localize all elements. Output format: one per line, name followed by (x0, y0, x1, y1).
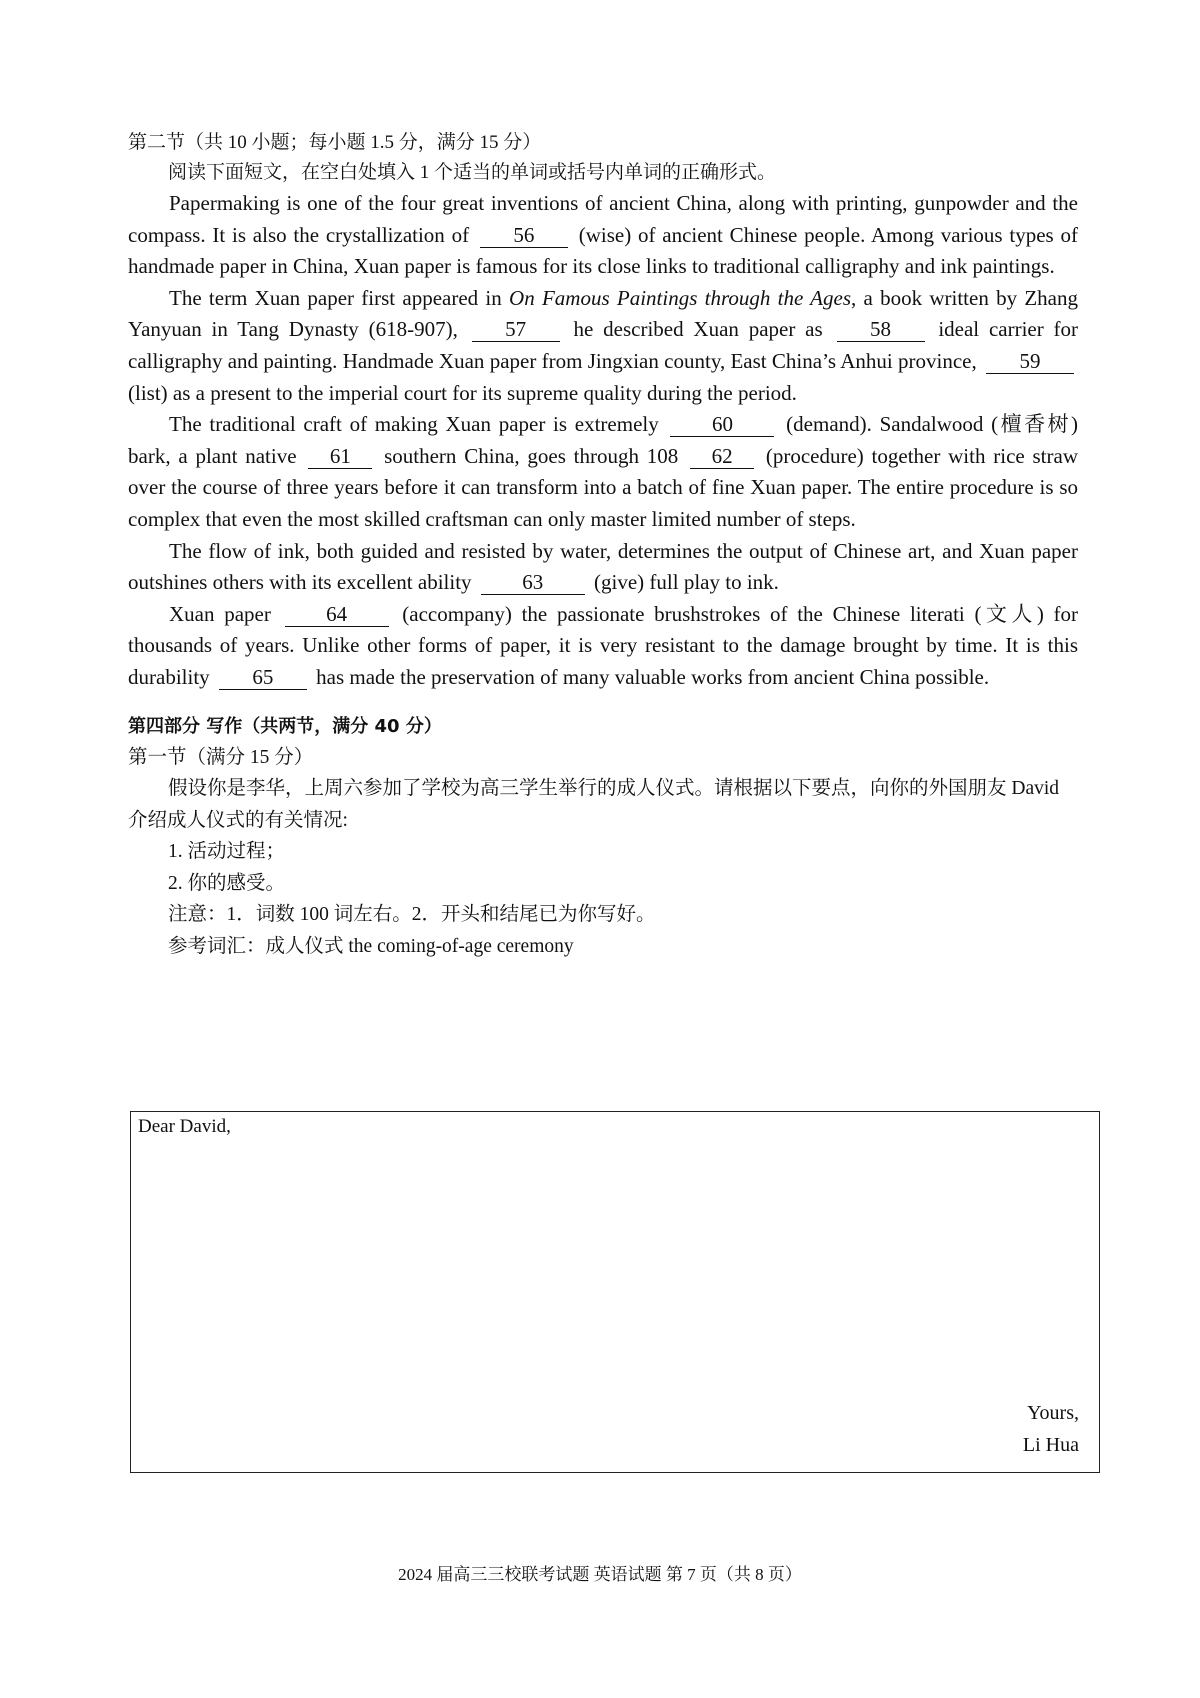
page-footer: 2024 届高三三校联考试题 英语试题 第 7 页（共 8 页） (398, 1565, 802, 1584)
writing-prompt: 假设你是李华，上周六参加了学校为高三学生举行的成人仪式。请根据以下要点，向你的外国朋友 David 介绍成人仪式的有关情况: (128, 778, 1060, 831)
letter-signature: Li Hua (1022, 1434, 1079, 1456)
writing-notice: 注意：1．词数 100 词左右。2．开头和结尾已为你写好。 (168, 904, 656, 925)
blank-65: 65 (219, 665, 307, 690)
book-title: On Famous Paintings through the Ages (509, 285, 851, 310)
passage-text: Papermaking is one of the four great inventions of ancient China, along with printing, gunpowder and the compass. It is also the crystallization of (128, 191, 1078, 247)
passage-text: (demand). Sandalwood (檀香树) bark, a plant native (128, 412, 1078, 468)
page-content (128, 128, 1078, 962)
letter-closing (1023, 1397, 1079, 1461)
blank-56: 56 (480, 223, 568, 248)
writing-vocabulary: 参考词汇：成人仪式 the coming-of-age ceremony (168, 935, 574, 957)
writing-point-2: 2. 你的感受。 (168, 872, 286, 894)
passage-text: (list) as a present to the imperial court for its supreme quality during the period. (128, 380, 797, 405)
passage-text: (accompany) the passionate brushstrokes of the Chinese literati (文人) for thousands of years. Unlike other forms of paper, it is very resistant to the damage brought by time. It is this durability (128, 601, 1079, 689)
passage-paragraph-2 (128, 283, 1078, 409)
letter-closing-yours: Yours, (1027, 1402, 1079, 1424)
blank-57: 57 (472, 317, 560, 342)
passage-text: (give) full play to ink. (594, 570, 779, 595)
passage-text: The flow of ink, both guided and resisted by water, determines the output of Chinese art, and Xuan paper outshines others with its excellent ability (128, 538, 1078, 595)
blank-64: 64 (285, 602, 389, 627)
blank-63: 63 (481, 570, 585, 595)
passage-paragraph-1 (128, 188, 1078, 283)
passage-text: southern China, goes through 108 (384, 443, 679, 468)
section2-instruction: 阅读下面短文，在空白处填入 1 个适当的单词或括号内单词的正确形式。 (168, 162, 777, 183)
part4-title: 第四部分 写作（共两节，满分 40 分） (128, 715, 442, 737)
passage-text: (procedure) together with rice straw over the course of three years before it can transform into a batch of fine Xuan paper. The entire procedure is so complex that even the most skilled craftsman can only master limited number of steps. (128, 443, 1078, 531)
passage-paragraph-4 (128, 536, 1078, 599)
passage-text: he described Xuan paper as (573, 317, 823, 342)
part4-section1-heading: 第一节（满分 15 分） (128, 746, 314, 768)
passage-text: , a book written by Zhang Yanyuan in Tang Dynasty (618-907), (128, 285, 1079, 342)
passage-text: Xuan paper (169, 601, 271, 626)
passage-paragraph-5 (128, 599, 1078, 694)
blank-61: 61 (308, 444, 372, 469)
passage-text: ideal carrier for calligraphy and painting. Handmade Xuan paper from Jingxian county, East China’s Anhui province, (128, 317, 1079, 373)
passage-text: The term Xuan paper first appeared in (169, 285, 502, 310)
passage-text: (wise) of ancient Chinese people. Among various types of handmade paper in China, Xuan paper is famous for its close links to traditional calligraphy and ink paintings. (128, 222, 1079, 279)
writing-point-1: 1. 活动过程； (168, 841, 286, 862)
blank-58: 58 (837, 317, 925, 342)
passage-text: The traditional craft of making Xuan paper is extremely (169, 412, 659, 437)
blank-59: 59 (986, 349, 1074, 374)
letter-salutation: Dear David, (138, 1116, 231, 1137)
writing-answer-box[interactable] (130, 1111, 1100, 1473)
passage-text: has made the preservation of many valuable works from ancient China possible. (316, 664, 990, 689)
passage-paragraph-3 (128, 409, 1078, 535)
blank-60: 60 (670, 412, 774, 437)
section2-heading: 第二节（共 10 小题；每小题 1.5 分，满分 15 分） (128, 132, 542, 153)
blank-62: 62 (690, 444, 754, 469)
